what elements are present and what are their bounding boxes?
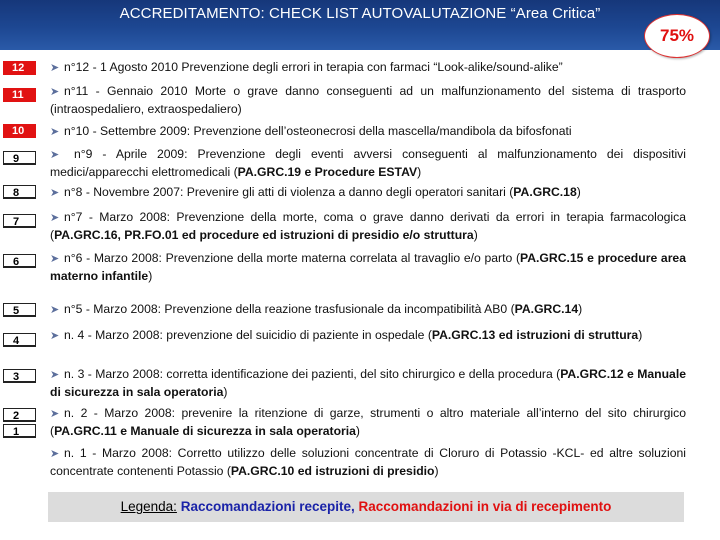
number-badge-11: 11: [3, 88, 36, 102]
page-title: ACCREDITAMENTO: CHECK LIST AUTOVALUTAZIONE “Area Critica”: [119, 5, 601, 22]
legend-in-recepimento: Raccomandazioni in via di recepimento: [358, 499, 612, 514]
arrow-icon: ➤: [50, 369, 60, 381]
list-item-5: ➤ n°5 - Marzo 2008: Prevenzione della reazione trasfusionale da incompatibilità AB0 (PA.GRC.14): [50, 301, 686, 319]
number-badge-10: 10: [3, 124, 36, 138]
arrow-icon: ➤: [50, 448, 60, 460]
number-badge-8: 8: [3, 185, 36, 199]
list-item-8: ➤ n°8 - Novembre 2007: Prevenire gli atti di violenza a danno degli operatori sanitari (PA.GRC.18): [50, 184, 686, 202]
arrow-icon: ➤: [50, 253, 60, 265]
number-badge-4: 4: [3, 333, 36, 347]
arrow-icon: ➤: [50, 304, 60, 316]
arrow-icon: ➤: [50, 212, 60, 224]
arrow-icon: ➤: [50, 408, 60, 420]
list-item-9: ➤ n°9 - Aprile 2009: Prevenzione degli eventi avversi conseguenti al malfunzionamento dei dispositivi medici/apparecchi elettromedicali (PA.GRC.19 e Procedure ESTAV): [50, 147, 686, 179]
list-item-11: ➤ n°11 - Gennaio 2010 Morte o grave danno conseguenti ad un malfunzionamento del sistema di trasporto (intraospedaliero, extraospedaliero): [50, 84, 686, 116]
number-badge-2: 2: [3, 408, 36, 422]
arrow-icon: ➤: [50, 62, 60, 74]
number-badge-3: 3: [3, 369, 36, 383]
list-item-3: ➤ n. 3 - Marzo 2008: corretta identificazione dei pazienti, del sito chirurgico e della procedura (PA.GRC.12 e Manuale di sicurezza in sala operatoria): [50, 367, 686, 399]
list-item-2: ➤ n. 2 - Marzo 2008: prevenire la ritenzione di garze, strumenti o altro materiale all’interno del sito chirurgico (PA.GRC.11 e Manuale di sicurezza in sala operatoria): [50, 406, 686, 438]
arrow-icon: ➤: [50, 187, 60, 199]
arrow-icon: ➤: [50, 330, 60, 342]
list-item-1: ➤ n. 1 - Marzo 2008: Corretto utilizzo delle soluzioni concentrate di Cloruro di Potassio -KCL- ed altre soluzioni concentrate contenenti Potassio (PA.GRC.10 ed istruzioni di presidio): [50, 446, 686, 478]
list-item-6: ➤ n°6 - Marzo 2008: Prevenzione della morte materna correlata al travaglio e/o parto (PA.GRC.15 e procedure area materno infantile): [50, 251, 686, 283]
arrow-icon: ➤: [50, 86, 60, 98]
list-item-4: ➤ n. 4 - Marzo 2008: prevenzione del suicidio di paziente in ospedale (PA.GRC.13 ed istruzioni di struttura): [50, 327, 686, 345]
legend-box: [48, 492, 684, 522]
legend-label: Legenda:: [120, 499, 177, 514]
list-item-12: ➤ n°12 - 1 Agosto 2010 Prevenzione degli errori in terapia con farmaci “Look-alike/sound-alike”: [50, 59, 670, 77]
number-badge-5: 5: [3, 303, 36, 317]
title-bar: [0, 0, 720, 50]
number-badge-9: 9: [3, 151, 36, 165]
number-badge-12: 12: [3, 61, 36, 75]
arrow-icon: ➤: [50, 149, 60, 161]
legend-recepite: Raccomandazioni recepite,: [180, 499, 355, 514]
percentage-badge: 75%: [644, 14, 710, 58]
list-item-10: ➤ n°10 - Settembre 2009: Prevenzione dell’osteonecrosi della mascella/mandibola da bifosfonati: [50, 123, 686, 141]
number-badge-7: 7: [3, 214, 36, 228]
list-item-7: ➤ n°7 - Marzo 2008: Prevenzione della morte, coma o grave danno derivati da errori in terapia farmacologica (PA.GRC.16, PR.FO.01 ed procedure ed istruzioni di presidio e/o struttura): [50, 210, 686, 242]
arrow-icon: ➤: [50, 126, 60, 138]
number-badge-1: 1: [3, 424, 36, 438]
number-badge-6: 6: [3, 254, 36, 268]
